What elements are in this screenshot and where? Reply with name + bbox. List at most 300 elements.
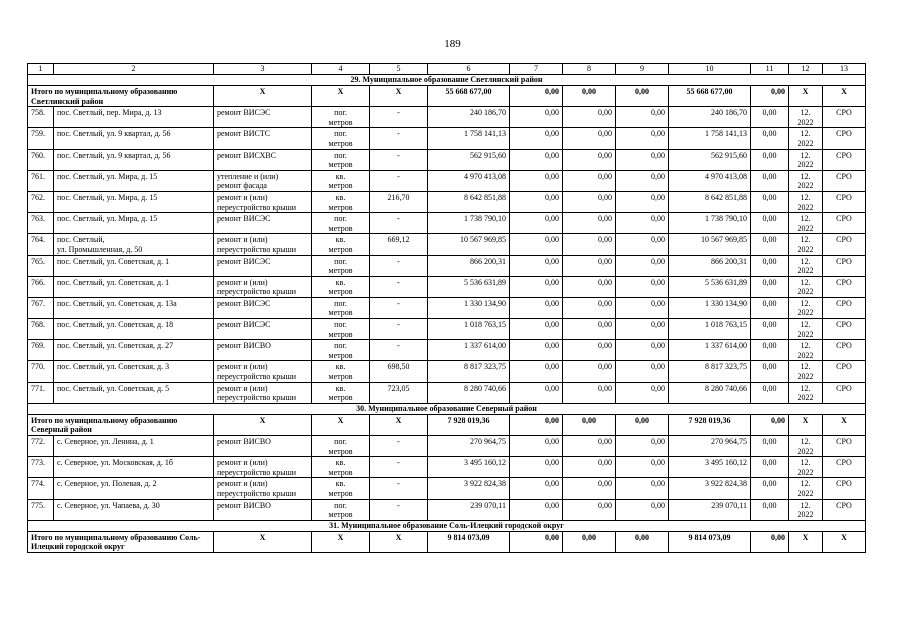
method-cell: СРО xyxy=(823,340,866,361)
method-cell: СРО xyxy=(823,457,866,478)
subtotal-value: X xyxy=(214,414,312,435)
table-row xyxy=(28,128,866,149)
total-cost-cell: 1 758 141,13 xyxy=(428,128,510,149)
unit-cell: пог. метров xyxy=(312,255,370,276)
subtotal-value: 0,00 xyxy=(563,414,616,435)
cost-cell: 239 070,11 xyxy=(669,499,751,520)
cost-cell: 270 964,75 xyxy=(669,436,751,457)
subtotal-value: X xyxy=(370,414,428,435)
unit-cell: кв. метров xyxy=(312,361,370,382)
page-number: 189 xyxy=(444,38,461,50)
method-cell: СРО xyxy=(823,191,866,212)
work-type-cell: ремонт ВИСВО xyxy=(214,436,312,457)
method-cell: СРО xyxy=(823,297,866,318)
completion-date-cell: 12. 2022 xyxy=(789,234,823,255)
method-cell: СРО xyxy=(823,478,866,499)
column-number-header: 1 xyxy=(28,64,54,75)
cost-cell: 240 186,70 xyxy=(669,107,751,128)
work-type-cell: ремонт и (или) переустройство крыши xyxy=(214,382,312,403)
quantity-cell: - xyxy=(370,499,428,520)
cost-cell: 0,00 xyxy=(751,499,789,520)
method-cell: СРО xyxy=(823,382,866,403)
cost-cell: 0,00 xyxy=(616,191,669,212)
cost-cell: 0,00 xyxy=(510,276,563,297)
cost-cell: 0,00 xyxy=(510,499,563,520)
cost-cell: 0,00 xyxy=(563,128,616,149)
total-cost-cell: 3 922 824,38 xyxy=(428,478,510,499)
unit-cell: кв. метров xyxy=(312,170,370,191)
subtotal-value: X xyxy=(789,414,823,435)
cost-cell: 0,00 xyxy=(751,170,789,191)
cost-cell: 0,00 xyxy=(616,255,669,276)
unit-cell: пог. метров xyxy=(312,297,370,318)
cost-cell: 8 817 323,75 xyxy=(669,361,751,382)
work-type-cell: ремонт ВИСЭС xyxy=(214,319,312,340)
completion-date-cell: 12. 2022 xyxy=(789,457,823,478)
quantity-cell: - xyxy=(370,478,428,499)
address-cell: пос. Светлый, ул. Советская, д. 13а xyxy=(54,297,214,318)
cost-cell: 0,00 xyxy=(751,191,789,212)
cost-cell: 0,00 xyxy=(563,361,616,382)
cost-cell: 0,00 xyxy=(563,319,616,340)
cost-cell: 0,00 xyxy=(563,382,616,403)
address-cell: пос. Светлый, пер. Мира, д. 13 xyxy=(54,107,214,128)
address-cell: с. Северное, ул. Ленина, д. 1 xyxy=(54,436,214,457)
completion-date-cell: 12. 2022 xyxy=(789,499,823,520)
cost-cell: 0,00 xyxy=(510,234,563,255)
completion-date-cell: 12. 2022 xyxy=(789,297,823,318)
unit-cell: пог. метров xyxy=(312,107,370,128)
quantity-cell: - xyxy=(370,170,428,191)
unit-cell: кв. метров xyxy=(312,457,370,478)
method-cell: СРО xyxy=(823,128,866,149)
cost-cell: 0,00 xyxy=(616,213,669,234)
section-title: 29. Муниципальное образование Светлинский район xyxy=(28,75,866,86)
cost-cell: 0,00 xyxy=(510,213,563,234)
work-type-cell: ремонт и (или) переустройство крыши xyxy=(214,276,312,297)
row-number: 762. xyxy=(28,191,54,212)
cost-cell: 0,00 xyxy=(751,149,789,170)
table-row xyxy=(28,234,866,255)
work-type-cell: ремонт и (или) переустройство крыши xyxy=(214,478,312,499)
work-type-cell: ремонт ВИСВО xyxy=(214,340,312,361)
work-type-cell: утепление и (или) ремонт фасада xyxy=(214,170,312,191)
cost-cell: 0,00 xyxy=(563,213,616,234)
cost-cell: 0,00 xyxy=(563,149,616,170)
unit-cell: пог. метров xyxy=(312,340,370,361)
method-cell: СРО xyxy=(823,213,866,234)
row-number: 768. xyxy=(28,319,54,340)
cost-cell: 0,00 xyxy=(563,478,616,499)
completion-date-cell: 12. 2022 xyxy=(789,107,823,128)
unit-cell: пог. метров xyxy=(312,213,370,234)
quantity-cell: 698,50 xyxy=(370,361,428,382)
table-row xyxy=(28,436,866,457)
subtotal-row xyxy=(28,86,866,107)
subtotal-value: 0,00 xyxy=(616,414,669,435)
address-cell: с. Северное, ул. Чапаева, д. 30 xyxy=(54,499,214,520)
subtotal-value: X xyxy=(789,86,823,107)
cost-cell: 0,00 xyxy=(510,297,563,318)
total-cost-cell: 8 642 851,88 xyxy=(428,191,510,212)
total-cost-cell: 562 915,60 xyxy=(428,149,510,170)
table-row xyxy=(28,191,866,212)
table-row xyxy=(28,499,866,520)
table-row xyxy=(28,149,866,170)
completion-date-cell: 12. 2022 xyxy=(789,478,823,499)
quantity-cell: - xyxy=(370,297,428,318)
work-type-cell: ремонт ВИСЭС xyxy=(214,213,312,234)
subtotal-value: 7 928 019,36 xyxy=(428,414,510,435)
cost-cell: 8 280 740,66 xyxy=(669,382,751,403)
total-cost-cell: 866 200,31 xyxy=(428,255,510,276)
completion-date-cell: 12. 2022 xyxy=(789,436,823,457)
subtotal-value: 0,00 xyxy=(616,531,669,552)
work-type-cell: ремонт ВИСВО xyxy=(214,499,312,520)
quantity-cell: 669,12 xyxy=(370,234,428,255)
total-cost-cell: 5 536 631,89 xyxy=(428,276,510,297)
table-row xyxy=(28,361,866,382)
subtotal-value: X xyxy=(370,531,428,552)
cost-cell: 0,00 xyxy=(616,149,669,170)
quantity-cell: 216,70 xyxy=(370,191,428,212)
work-type-cell: ремонт и (или) переустройство крыши xyxy=(214,361,312,382)
cost-cell: 0,00 xyxy=(751,297,789,318)
unit-cell: пог. метров xyxy=(312,128,370,149)
completion-date-cell: 12. 2022 xyxy=(789,319,823,340)
cost-cell: 0,00 xyxy=(751,382,789,403)
cost-cell: 0,00 xyxy=(751,255,789,276)
subtotal-label: Итого по муниципальному образованию Светлинский район xyxy=(28,86,214,107)
unit-cell: пог. метров xyxy=(312,499,370,520)
quantity-cell: - xyxy=(370,107,428,128)
cost-cell: 0,00 xyxy=(510,149,563,170)
cost-cell: 5 536 631,89 xyxy=(669,276,751,297)
row-number: 765. xyxy=(28,255,54,276)
cost-cell: 0,00 xyxy=(510,478,563,499)
row-number: 769. xyxy=(28,340,54,361)
column-number-header: 4 xyxy=(312,64,370,75)
row-number: 761. xyxy=(28,170,54,191)
table-row xyxy=(28,255,866,276)
section-header-row xyxy=(28,520,866,531)
cost-cell: 3 495 160,12 xyxy=(669,457,751,478)
row-number: 759. xyxy=(28,128,54,149)
quantity-cell: 723,05 xyxy=(370,382,428,403)
address-cell: пос. Светлый, ул. Советская, д. 1 xyxy=(54,255,214,276)
unit-cell: кв. метров xyxy=(312,382,370,403)
cost-cell: 0,00 xyxy=(563,340,616,361)
cost-cell: 0,00 xyxy=(616,297,669,318)
subtotal-value: X xyxy=(370,86,428,107)
unit-cell: кв. метров xyxy=(312,234,370,255)
subtotal-row xyxy=(28,531,866,552)
cost-cell: 0,00 xyxy=(510,340,563,361)
cost-cell: 0,00 xyxy=(510,191,563,212)
quantity-cell: - xyxy=(370,276,428,297)
subtotal-value: 0,00 xyxy=(751,531,789,552)
row-number: 758. xyxy=(28,107,54,128)
subtotal-value: 9 814 073,09 xyxy=(669,531,751,552)
cost-cell: 562 915,60 xyxy=(669,149,751,170)
table-row xyxy=(28,297,866,318)
subtotal-value: 0,00 xyxy=(616,86,669,107)
work-type-cell: ремонт ВИСЭС xyxy=(214,255,312,276)
cost-cell: 0,00 xyxy=(751,436,789,457)
subtotal-value: 0,00 xyxy=(510,86,563,107)
cost-cell: 1 337 614,00 xyxy=(669,340,751,361)
subtotal-value: 0,00 xyxy=(563,86,616,107)
cost-cell: 0,00 xyxy=(563,436,616,457)
completion-date-cell: 12. 2022 xyxy=(789,382,823,403)
subtotal-value: 0,00 xyxy=(510,531,563,552)
table-row xyxy=(28,319,866,340)
quantity-cell: - xyxy=(370,319,428,340)
quantity-cell: - xyxy=(370,255,428,276)
cost-cell: 0,00 xyxy=(510,128,563,149)
address-cell: пос. Светлый, ул. Советская, д. 3 xyxy=(54,361,214,382)
completion-date-cell: 12. 2022 xyxy=(789,191,823,212)
row-number: 773. xyxy=(28,457,54,478)
cost-cell: 0,00 xyxy=(563,255,616,276)
total-cost-cell: 239 070,11 xyxy=(428,499,510,520)
cost-cell: 0,00 xyxy=(510,107,563,128)
cost-cell: 0,00 xyxy=(751,478,789,499)
cost-cell: 0,00 xyxy=(751,361,789,382)
quantity-cell: - xyxy=(370,436,428,457)
completion-date-cell: 12. 2022 xyxy=(789,340,823,361)
row-number: 771. xyxy=(28,382,54,403)
subtotal-value: X xyxy=(214,531,312,552)
cost-cell: 0,00 xyxy=(563,499,616,520)
total-cost-cell: 270 964,75 xyxy=(428,436,510,457)
cost-cell: 4 970 413,08 xyxy=(669,170,751,191)
subtotal-value: X xyxy=(823,531,866,552)
completion-date-cell: 12. 2022 xyxy=(789,276,823,297)
row-number: 764. xyxy=(28,234,54,255)
cost-cell: 0,00 xyxy=(751,107,789,128)
address-cell: пос. Светлый, ул. Мира, д. 15 xyxy=(54,191,214,212)
cost-cell: 0,00 xyxy=(616,276,669,297)
subtotal-value: 0,00 xyxy=(563,531,616,552)
subtotal-value: X xyxy=(312,86,370,107)
work-type-cell: ремонт ВИСЭС xyxy=(214,297,312,318)
column-number-header: 6 xyxy=(428,64,510,75)
cost-cell: 0,00 xyxy=(616,478,669,499)
table-row xyxy=(28,107,866,128)
row-number: 772. xyxy=(28,436,54,457)
completion-date-cell: 12. 2022 xyxy=(789,149,823,170)
column-number-header: 7 xyxy=(510,64,563,75)
row-number: 766. xyxy=(28,276,54,297)
quantity-cell: - xyxy=(370,149,428,170)
cost-cell: 0,00 xyxy=(616,319,669,340)
column-number-header: 2 xyxy=(54,64,214,75)
cost-cell: 0,00 xyxy=(751,128,789,149)
subtotal-value: 7 928 019,36 xyxy=(669,414,751,435)
column-number-header: 12 xyxy=(789,64,823,75)
section-title: 30. Муниципальное образование Северный район xyxy=(28,403,866,414)
row-number: 767. xyxy=(28,297,54,318)
section-header-row xyxy=(28,75,866,86)
table-row xyxy=(28,478,866,499)
work-type-cell: ремонт и (или) переустройство крыши xyxy=(214,191,312,212)
cost-cell: 0,00 xyxy=(563,170,616,191)
address-cell: пос. Светлый, ул. Промышленная, д. 50 xyxy=(54,234,214,255)
address-cell: пос. Светлый, ул. Мира, д. 15 xyxy=(54,213,214,234)
cost-cell: 866 200,31 xyxy=(669,255,751,276)
unit-cell: пог. метров xyxy=(312,319,370,340)
total-cost-cell: 1 738 790,10 xyxy=(428,213,510,234)
address-cell: с. Северное, ул. Полевая, д. 2 xyxy=(54,478,214,499)
address-cell: пос. Светлый, ул. Советская, д. 27 xyxy=(54,340,214,361)
cost-cell: 3 922 824,38 xyxy=(669,478,751,499)
cost-cell: 0,00 xyxy=(616,340,669,361)
method-cell: СРО xyxy=(823,255,866,276)
method-cell: СРО xyxy=(823,499,866,520)
cost-cell: 0,00 xyxy=(751,340,789,361)
subtotal-row xyxy=(28,414,866,435)
total-cost-cell: 4 970 413,08 xyxy=(428,170,510,191)
column-number-header: 13 xyxy=(823,64,866,75)
table-row xyxy=(28,457,866,478)
method-cell: СРО xyxy=(823,361,866,382)
completion-date-cell: 12. 2022 xyxy=(789,255,823,276)
address-cell: пос. Светлый, ул. Советская, д. 18 xyxy=(54,319,214,340)
completion-date-cell: 12. 2022 xyxy=(789,361,823,382)
method-cell: СРО xyxy=(823,319,866,340)
work-type-cell: ремонт ВИСХВС xyxy=(214,149,312,170)
cost-cell: 10 567 969,85 xyxy=(669,234,751,255)
cost-cell: 0,00 xyxy=(510,361,563,382)
quantity-cell: - xyxy=(370,128,428,149)
total-cost-cell: 3 495 160,12 xyxy=(428,457,510,478)
cost-cell: 1 758 141,13 xyxy=(669,128,751,149)
cost-cell: 0,00 xyxy=(751,213,789,234)
column-number-header: 10 xyxy=(669,64,751,75)
row-number: 770. xyxy=(28,361,54,382)
table-row xyxy=(28,276,866,297)
subtotal-value: 0,00 xyxy=(510,414,563,435)
row-number: 760. xyxy=(28,149,54,170)
subtotal-value: X xyxy=(789,531,823,552)
work-type-cell: ремонт и (или) переустройство крыши xyxy=(214,234,312,255)
column-number-header: 5 xyxy=(370,64,428,75)
subtotal-value: 55 668 677,00 xyxy=(669,86,751,107)
cost-cell: 0,00 xyxy=(751,234,789,255)
table-row xyxy=(28,213,866,234)
cost-cell: 0,00 xyxy=(616,457,669,478)
cost-cell: 0,00 xyxy=(616,170,669,191)
unit-cell: кв. метров xyxy=(312,478,370,499)
address-cell: пос. Светлый, ул. Мира, д. 15 xyxy=(54,170,214,191)
total-cost-cell: 1 337 614,00 xyxy=(428,340,510,361)
cost-cell: 0,00 xyxy=(563,191,616,212)
cost-cell: 0,00 xyxy=(751,457,789,478)
subtotal-value: X xyxy=(214,86,312,107)
total-cost-cell: 1 018 763,15 xyxy=(428,319,510,340)
cost-cell: 0,00 xyxy=(616,382,669,403)
column-number-header: 3 xyxy=(214,64,312,75)
unit-cell: кв. метров xyxy=(312,191,370,212)
method-cell: СРО xyxy=(823,436,866,457)
method-cell: СРО xyxy=(823,234,866,255)
cost-cell: 1 018 763,15 xyxy=(669,319,751,340)
quantity-cell: - xyxy=(370,340,428,361)
subtotal-value: 0,00 xyxy=(751,414,789,435)
method-cell: СРО xyxy=(823,149,866,170)
cost-cell: 0,00 xyxy=(616,361,669,382)
cost-cell: 0,00 xyxy=(616,436,669,457)
address-cell: пос. Светлый, ул. Советская, д. 1 xyxy=(54,276,214,297)
subtotal-value: X xyxy=(823,414,866,435)
cost-cell: 0,00 xyxy=(563,276,616,297)
work-type-cell: ремонт и (или) переустройство крыши xyxy=(214,457,312,478)
address-cell: пос. Светлый, ул. Советская, д. 5 xyxy=(54,382,214,403)
completion-date-cell: 12. 2022 xyxy=(789,213,823,234)
address-cell: пос. Светлый, ул. 9 квартал, д. 56 xyxy=(54,149,214,170)
row-number: 763. xyxy=(28,213,54,234)
unit-cell: пог. метров xyxy=(312,149,370,170)
total-cost-cell: 10 567 969,85 xyxy=(428,234,510,255)
quantity-cell: - xyxy=(370,213,428,234)
column-number-header: 9 xyxy=(616,64,669,75)
total-cost-cell: 240 186,70 xyxy=(428,107,510,128)
cost-cell: 0,00 xyxy=(510,436,563,457)
subtotal-value: X xyxy=(312,414,370,435)
capital-repair-table xyxy=(27,63,866,553)
total-cost-cell: 1 330 134,90 xyxy=(428,297,510,318)
cost-cell: 1 738 790,10 xyxy=(669,213,751,234)
subtotal-value: 0,00 xyxy=(751,86,789,107)
cost-cell: 0,00 xyxy=(616,107,669,128)
subtotal-value: X xyxy=(823,86,866,107)
method-cell: СРО xyxy=(823,107,866,128)
address-cell: пос. Светлый, ул. 9 квартал, д. 56 xyxy=(54,128,214,149)
subtotal-value: 55 668 677,00 xyxy=(428,86,510,107)
cost-cell: 0,00 xyxy=(510,319,563,340)
quantity-cell: - xyxy=(370,457,428,478)
row-number: 774. xyxy=(28,478,54,499)
method-cell: СРО xyxy=(823,276,866,297)
cost-cell: 0,00 xyxy=(510,382,563,403)
cost-cell: 0,00 xyxy=(751,319,789,340)
section-header-row xyxy=(28,403,866,414)
cost-cell: 0,00 xyxy=(510,457,563,478)
subtotal-label: Итого по муниципальному образованию Соль-Илецкий городской округ xyxy=(28,531,214,552)
unit-cell: кв. метров xyxy=(312,276,370,297)
cost-cell: 0,00 xyxy=(616,499,669,520)
column-number-header: 11 xyxy=(751,64,789,75)
cost-cell: 0,00 xyxy=(563,234,616,255)
column-number-header: 8 xyxy=(563,64,616,75)
completion-date-cell: 12. 2022 xyxy=(789,170,823,191)
cost-cell: 1 330 134,90 xyxy=(669,297,751,318)
subtotal-value: X xyxy=(312,531,370,552)
cost-cell: 0,00 xyxy=(563,297,616,318)
work-type-cell: ремонт ВИСЭС xyxy=(214,107,312,128)
column-number-row xyxy=(28,64,866,75)
section-title: 31. Муниципальное образование Соль-Илецкий городской округ xyxy=(28,520,866,531)
method-cell: СРО xyxy=(823,170,866,191)
subtotal-label: Итого по муниципальному образованию Северный район xyxy=(28,414,214,435)
cost-cell: 0,00 xyxy=(563,107,616,128)
cost-cell: 8 642 851,88 xyxy=(669,191,751,212)
work-type-cell: ремонт ВИСТС xyxy=(214,128,312,149)
subtotal-value: 9 814 073,09 xyxy=(428,531,510,552)
total-cost-cell: 8 817 323,75 xyxy=(428,361,510,382)
total-cost-cell: 8 280 740,66 xyxy=(428,382,510,403)
